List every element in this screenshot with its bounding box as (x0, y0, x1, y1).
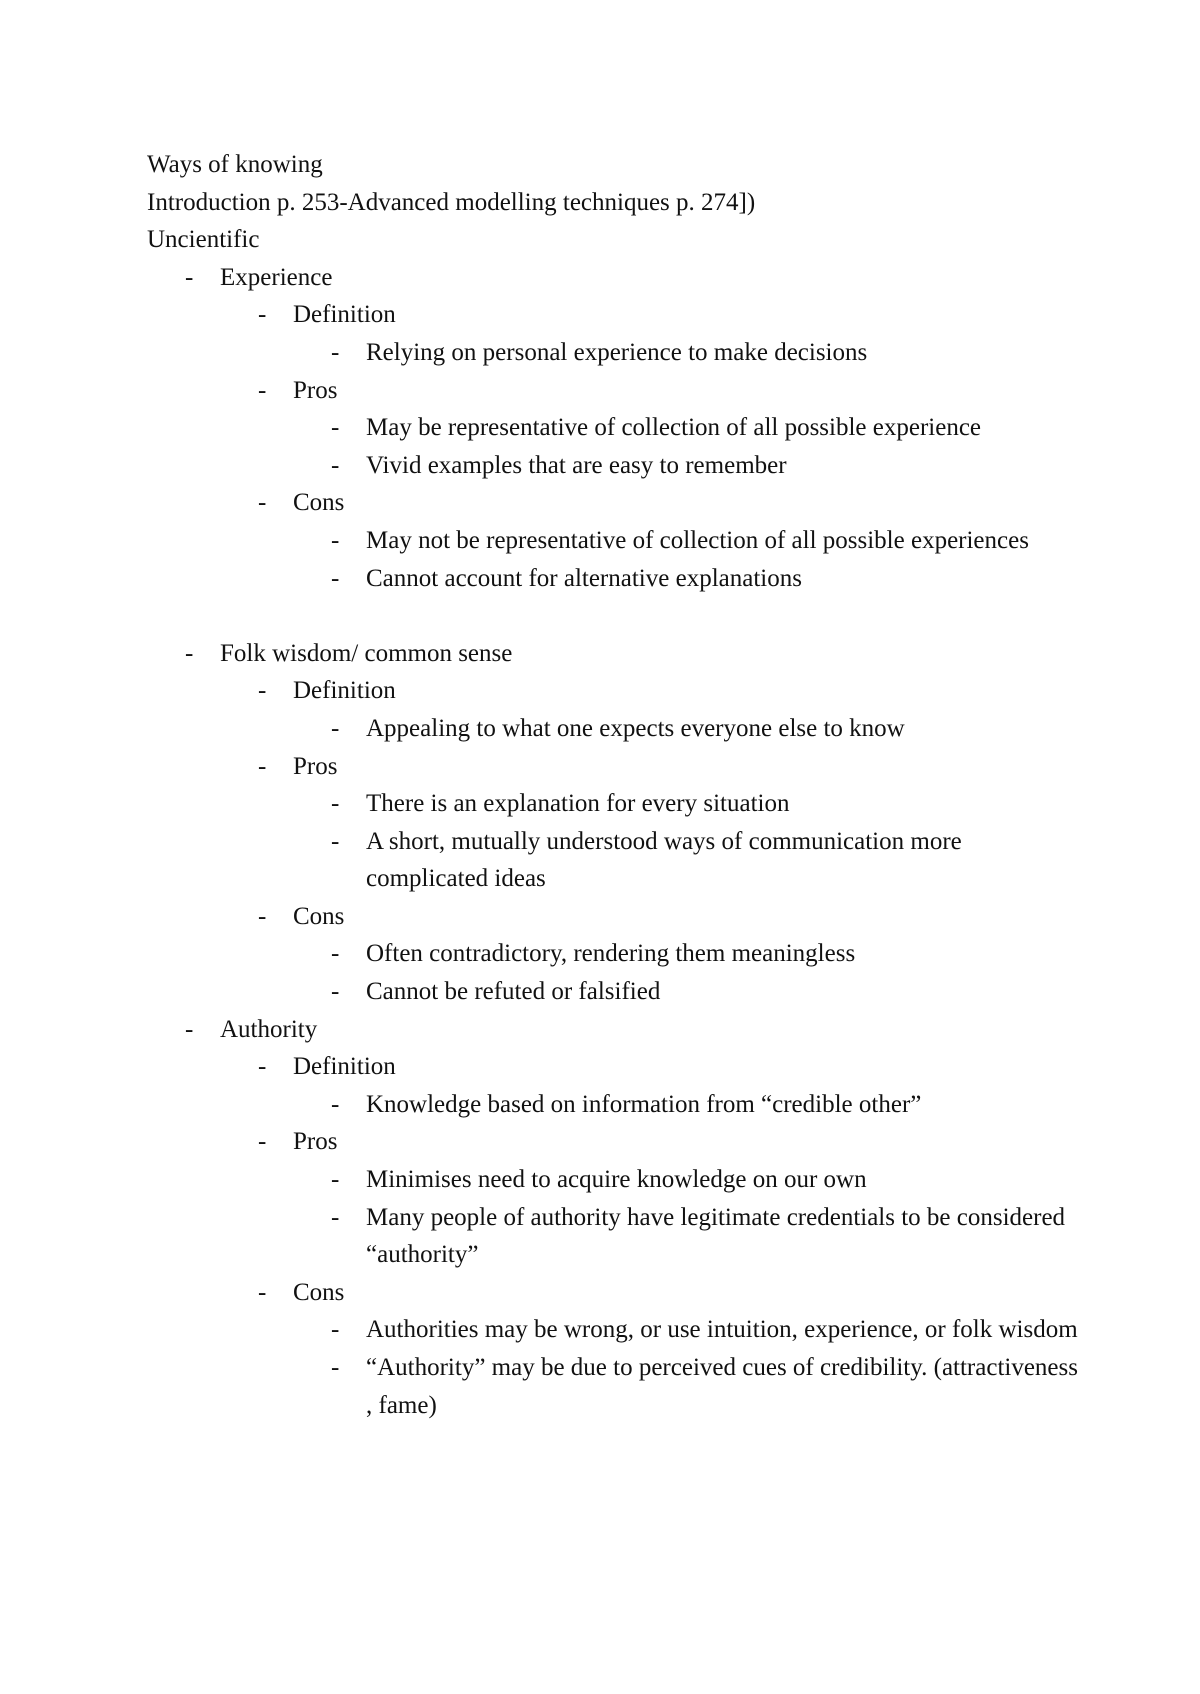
bullet-dash: - (331, 714, 340, 742)
bullet-dash: - (258, 1128, 267, 1156)
point-item (293, 935, 1087, 973)
section-item (220, 898, 1087, 1011)
point-item (293, 409, 1087, 447)
point-list (293, 785, 1087, 898)
bullet-dash: - (331, 526, 340, 554)
point-list (293, 1086, 1087, 1124)
bullet-dash: - (331, 1354, 340, 1381)
topic-item-text: Authority (220, 1015, 318, 1043)
section-item-text: Definition (293, 1053, 396, 1081)
section-item-text: Pros (293, 752, 338, 780)
bullet-dash: - (258, 1053, 267, 1081)
point-item-text: There is an explanation for every situation (366, 790, 790, 818)
section-item-text: Definition (293, 301, 396, 329)
section-item-text: Pros (293, 1128, 338, 1156)
section-item-text: Cons (293, 1278, 345, 1306)
point-list (293, 409, 1087, 484)
bullet-dash: - (331, 827, 340, 855)
point-item (293, 823, 1087, 898)
bullet-dash: - (331, 451, 340, 479)
point-item-text: Cannot be refuted or falsified (366, 978, 661, 1006)
bullet-dash: - (258, 301, 267, 329)
topic-item (147, 635, 1087, 1011)
bullet-dash: - (185, 1015, 194, 1043)
section-item-text: Definition (293, 677, 396, 705)
bullet-dash: - (331, 1203, 340, 1231)
point-item-text: Appealing to what one expects everyone else to know (366, 714, 905, 742)
section-item-text: Pros (293, 376, 338, 404)
bullet-dash: - (331, 338, 340, 366)
bullet-dash: - (258, 1278, 267, 1306)
point-list (293, 522, 1087, 597)
section-item (220, 672, 1087, 747)
blank-line (147, 597, 1087, 635)
section-item (220, 1123, 1087, 1273)
section-item (220, 748, 1087, 898)
bullet-dash: - (331, 1316, 340, 1344)
bullet-dash: - (331, 790, 340, 818)
point-item (293, 334, 1087, 372)
outline (147, 259, 1087, 1424)
point-item-text: Vivid examples that are easy to remember (366, 451, 787, 479)
section-item (220, 296, 1087, 371)
point-item-text: May not be representative of collection of all possible experiences (366, 526, 1029, 554)
bullet-dash: - (331, 978, 340, 1006)
point-list (293, 710, 1087, 748)
section-item (220, 372, 1087, 485)
document-body (147, 146, 1087, 1424)
bullet-dash: - (185, 639, 194, 667)
topic-item (147, 1011, 1087, 1425)
point-item-text: “Authority” may be due to perceived cues of credibility. (attractiveness , fame) (366, 1354, 1078, 1419)
point-list (293, 334, 1087, 372)
section-item-text: Cons (293, 902, 345, 930)
bullet-dash: - (258, 902, 267, 930)
point-list (293, 935, 1087, 1010)
bullet-dash: - (258, 677, 267, 705)
section-list (220, 296, 1087, 597)
point-item (293, 1086, 1087, 1124)
point-item (293, 447, 1087, 485)
bullet-dash: - (331, 564, 340, 592)
point-item (293, 522, 1087, 560)
section-list (220, 1048, 1087, 1424)
section-item (220, 1274, 1087, 1424)
bullet-dash: - (331, 1090, 340, 1118)
point-list (293, 1311, 1087, 1424)
point-item (293, 710, 1087, 748)
category-heading: Uncientific (147, 226, 260, 254)
point-item-text: Cannot account for alternative explanations (366, 564, 802, 592)
section-item-text: Cons (293, 489, 345, 517)
document-subtitle: Introduction p. 253-Advanced modelling techniques p. 274]) (147, 188, 756, 216)
bullet-dash: - (258, 489, 267, 517)
bullet-dash: - (331, 414, 340, 442)
point-item (293, 1199, 1087, 1274)
point-item-text: A short, mutually understood ways of communication more complicated ideas (366, 827, 962, 893)
point-item-text: May be representative of collection of all possible experience (366, 414, 982, 442)
section-item (220, 1048, 1087, 1123)
point-item (293, 973, 1087, 1011)
bullet-dash: - (258, 376, 267, 404)
topic-list (147, 259, 1087, 1424)
point-item (293, 785, 1087, 823)
topic-item-text: Folk wisdom/ common sense (220, 639, 513, 667)
point-item (293, 1311, 1087, 1349)
point-item-text: Minimises need to acquire knowledge on our own (366, 1166, 867, 1194)
point-item-text: Many people of authority have legitimate credentials to be considered “authority” (366, 1203, 1066, 1269)
point-item (293, 1349, 1087, 1424)
point-item-text: Knowledge based on information from “credible other” (366, 1090, 922, 1118)
bullet-dash: - (331, 940, 340, 968)
section-item (220, 484, 1087, 597)
bullet-dash: - (185, 263, 194, 291)
point-item (293, 560, 1087, 598)
bullet-dash: - (258, 752, 267, 780)
bullet-dash: - (331, 1166, 340, 1194)
section-list (220, 672, 1087, 1010)
topic-item (147, 259, 1087, 597)
point-item-text: Often contradictory, rendering them meaningless (366, 940, 856, 968)
point-item-text: Relying on personal experience to make decisions (366, 338, 868, 366)
point-list (293, 1161, 1087, 1274)
point-item (293, 1161, 1087, 1199)
point-item-text: Authorities may be wrong, or use intuition, experience, or folk wisdom (366, 1316, 1078, 1344)
topic-item-text: Experience (220, 263, 333, 291)
document-title: Ways of knowing (147, 151, 323, 178)
